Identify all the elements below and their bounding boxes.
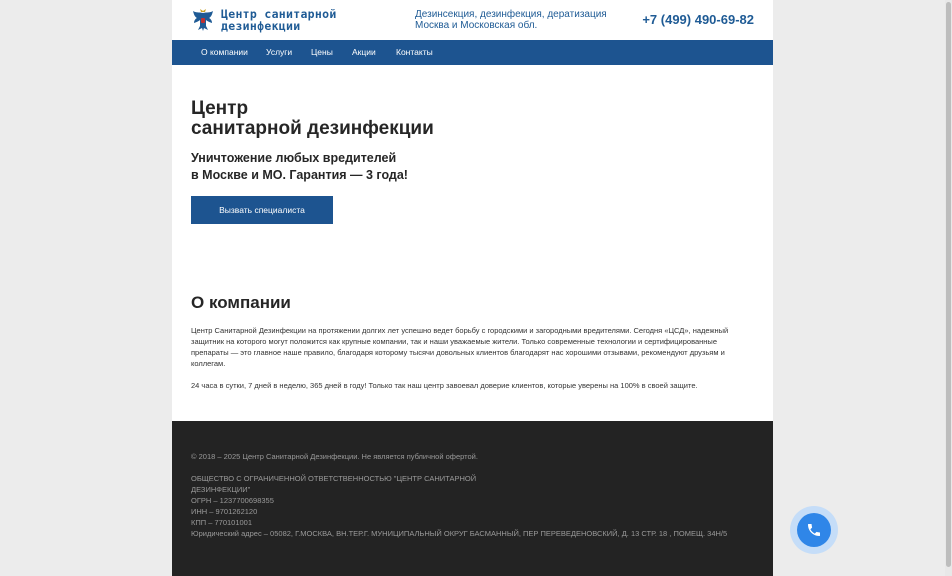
floating-call-button[interactable] [790,506,838,554]
footer-copyright: © 2018 – 2025 Центр Санитарной Дезинфекции. Не является публичной офертой. [191,452,478,461]
main-nav [172,40,773,65]
header-phone-link[interactable]: +7 (499) 490-69-82 [642,12,754,27]
nav-item-promotions[interactable]: Акции [352,47,376,57]
footer-kpp: КПП – 770101001 [191,518,253,527]
footer-address: Юридический адрес – 05082, Г.МОСКВА, ВН.ТЕР.Г. МУНИЦИПАЛЬНЫЙ ОКРУГ БАСМАННЫЙ, ПЕР ПЕРЕВЕДЕНОВСКИЙ, Д. 13 СТР. 18 , ПОМЕЩ. 34Н/5 [191,529,728,538]
footer-company-name: ОБЩЕСТВО С ОГРАНИЧЕННОЙ ОТВЕТСТВЕННОСТЬЮ "ЦЕНТР САНИТАРНОЙ ДЕЗИНФЕКЦИИ" [191,474,477,494]
header-region: Москва и Московская обл. [415,20,538,31]
hero-title-line2: санитарной дезинфекции [191,118,434,139]
footer-inn: ИНН – 9701262120 [191,507,258,516]
nav-item-services[interactable]: Услуги [266,47,293,57]
hero-subtitle [191,150,408,184]
logo-title[interactable] [221,8,337,32]
nav-item-prices[interactable]: Цены [311,47,333,57]
phone-icon [806,522,822,538]
hero-title [191,99,434,139]
logo-title-line2: дезинфекции [221,19,301,33]
nav-item-contacts[interactable]: Контакты [396,47,433,57]
logo-title-line1: Центр санитарной [221,7,337,21]
call-button-core [797,513,831,547]
eagle-emblem-icon[interactable] [191,7,215,33]
hero-title-line1: Центр [191,98,249,119]
header-services: Дезинсекция, дезинфекция, дератизация [415,9,607,20]
footer-legal-info [191,473,728,539]
nav-item-about[interactable]: О компании [201,47,248,57]
call-specialist-button[interactable]: Вызвать специалиста [191,196,333,224]
about-paragraph-2: 24 часа в сутки, 7 дней в неделю, 365 дней в году! Только так наш центр завоевал доверие клиентов, которые уверены на 100% в своей защите. [191,381,698,390]
page-scrollbar[interactable] [945,0,952,576]
header-services-info [415,9,607,31]
footer-ogrn: ОГРН – 1237700698355 [191,496,274,505]
scrollbar-thumb[interactable] [946,2,951,567]
hero-subtitle-line1: Уничтожение любых вредителей [191,151,397,165]
page [172,0,773,576]
site-header [172,0,773,40]
hero-subtitle-line2: в Москве и МО. Гарантия — 3 года! [191,168,408,182]
about-paragraph-1: Центр Санитарной Дезинфекции на протяжении долгих лет успешно ведет борьбу с городскими и загородными вредителями. Сегодня «ЦСД», надежный защитник на которого могут положится как крупные компании, так и наши уважаемые жители. Только современные технологии и сертифицированные препараты — это главное наше правило, благодаря которому тысячи довольных клиентов благодарят нас хорошими отзывами, рекомендуют друзьям и коллегам. [191,326,729,368]
site-footer [172,421,773,576]
about-title: О компании [191,293,291,312]
